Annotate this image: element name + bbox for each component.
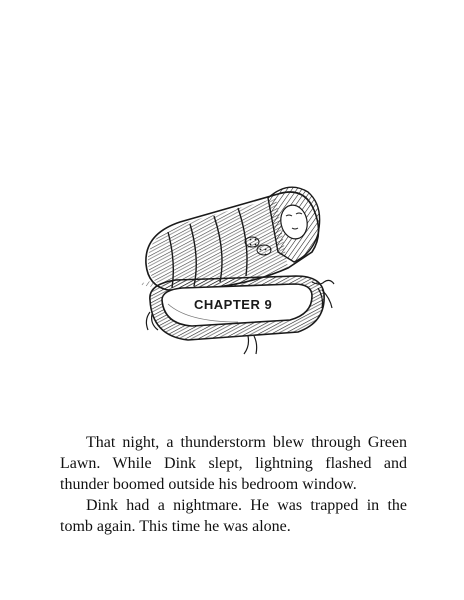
chapter-heading: CHAPTER 9 (194, 297, 273, 312)
chapter-illustration (128, 172, 338, 362)
mummy-coffin-drawing (128, 172, 338, 362)
paragraph-1: That night, a thunderstorm blew through Green Lawn. While Dink slept, lightning flashed and thunder boomed outside his bedroom window. (60, 434, 407, 493)
story-text (60, 432, 407, 537)
sarcophagus-lid (146, 187, 320, 290)
sarcophagus-base (146, 276, 334, 354)
paragraph-2: Dink had a nightmare. He was trapped in the tomb again. This time he was alone. (60, 497, 407, 535)
